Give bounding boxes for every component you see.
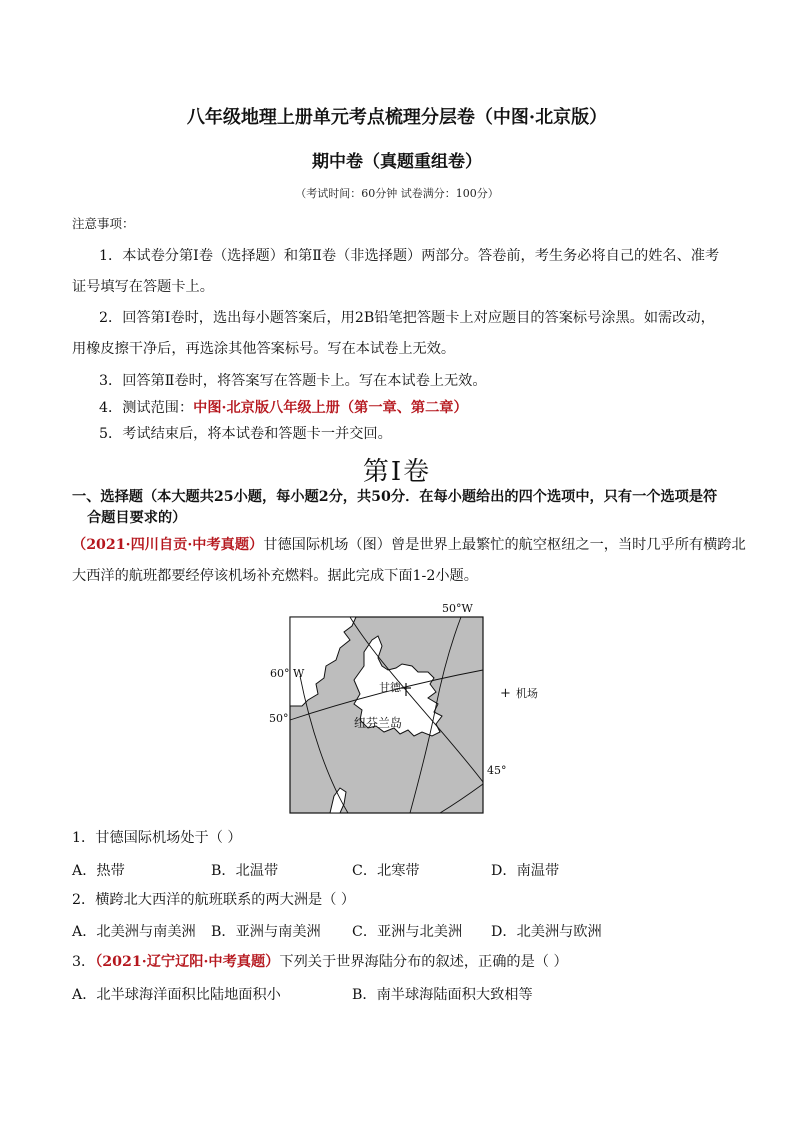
notice-item-4-scope: 中图·北京版八年级上册（第一章、第二章） bbox=[193, 400, 468, 416]
passage-line-2: 大西洋的航班都要经停该机场补充燃料。据此完成下面1-2小题。 bbox=[72, 568, 478, 584]
passage-source: （2021·四川自贡·中考真题） bbox=[72, 537, 264, 553]
passage-line-1 bbox=[72, 535, 746, 555]
section-1-heading-line-1: 一、选择题（本大题共25小题，每小题2分，共50分．在每小题给出的四个选项中，只有一个选项是符 bbox=[72, 489, 718, 505]
label-60w: 60° W bbox=[270, 667, 305, 680]
notice-item-2-line-1: 2．回答第Ⅰ卷时，选出每小题答案后，用2B铅笔把答题卡上对应题目的答案标号涂黑。如需改动， bbox=[99, 310, 715, 326]
question-3-source: （2021·辽宁辽阳·中考真题） bbox=[95, 954, 280, 970]
notice-item-3: 3．回答第Ⅱ卷时，将答案写在答题卡上。写在本试卷上无效。 bbox=[99, 373, 487, 389]
notice-item-4 bbox=[99, 398, 468, 418]
question-3-text: 下列关于世界海陆分布的叙述，正确的是（ ） bbox=[279, 954, 568, 970]
question-2-option-d[interactable]: D．北美洲与欧洲 bbox=[491, 924, 602, 940]
notice-item-1-line-2: 证号填写在答题卡上。 bbox=[72, 279, 214, 295]
section-1-heading-line-2: 合题目要求的） bbox=[87, 510, 187, 526]
question-2-option-b[interactable]: B．亚洲与南美洲 bbox=[211, 924, 321, 940]
question-1-option-a[interactable]: A．热带 bbox=[72, 863, 125, 879]
question-1-stem: 1．甘德国际机场处于（ ） bbox=[72, 830, 242, 846]
question-1-option-d[interactable]: D．南温带 bbox=[491, 863, 560, 879]
question-3-option-b[interactable]: B．南半球海陆面积大致相等 bbox=[352, 987, 533, 1003]
question-3-stem bbox=[72, 952, 568, 972]
question-3-option-a[interactable]: A．北半球海洋面积比陆地面积小 bbox=[72, 987, 281, 1003]
question-3-number: 3． bbox=[72, 954, 96, 970]
document-subtitle: 期中卷（真题重组卷） bbox=[312, 152, 482, 172]
document-title: 八年级地理上册单元考点梳理分层卷（中图·北京版） bbox=[186, 107, 608, 128]
question-1-option-c[interactable]: C．北寒带 bbox=[352, 863, 420, 879]
gander-map-figure bbox=[260, 596, 560, 818]
label-lat-45: 45° bbox=[487, 764, 507, 777]
notice-item-2-line-2: 用橡皮擦干净后，再选涂其他答案标号。写在本试卷上无效。 bbox=[72, 341, 456, 357]
label-newfoundland: 纽芬兰岛 bbox=[354, 716, 403, 730]
question-2-option-c[interactable]: C．亚洲与北美洲 bbox=[352, 924, 463, 940]
volume-title: 第Ⅰ卷 bbox=[362, 457, 432, 487]
question-2-option-a[interactable]: A．北美洲与南美洲 bbox=[72, 924, 196, 940]
legend-airport-label: 机场 bbox=[516, 687, 538, 700]
exam-info: （考试时间：60分钟 试卷满分：100分） bbox=[295, 187, 499, 200]
label-lat-50: 50° bbox=[269, 712, 289, 725]
label-50w: 50°W bbox=[442, 602, 473, 615]
notice-item-1-line-1: 1．本试卷分第Ⅰ卷（选择题）和第Ⅱ卷（非选择题）两部分。答卷前，考生务必将自己的姓名、准考 bbox=[99, 248, 720, 264]
legend-airport-icon: + bbox=[500, 686, 511, 701]
label-gande: 甘德 bbox=[379, 681, 401, 694]
notice-heading: 注意事项： bbox=[72, 216, 135, 231]
notice-item-5: 5．考试结束后，将本试卷和答题卡一并交回。 bbox=[99, 426, 392, 442]
question-2-stem: 2．横跨北大西洋的航班联系的两大洲是（ ） bbox=[72, 892, 356, 908]
passage-text-1: 甘德国际机场（图）曾是世界上最繁忙的航空枢纽之一，当时几乎所有横跨北 bbox=[263, 537, 746, 553]
question-1-option-b[interactable]: B．北温带 bbox=[211, 863, 279, 879]
notice-item-4-prefix: 4．测试范围： bbox=[99, 400, 194, 416]
